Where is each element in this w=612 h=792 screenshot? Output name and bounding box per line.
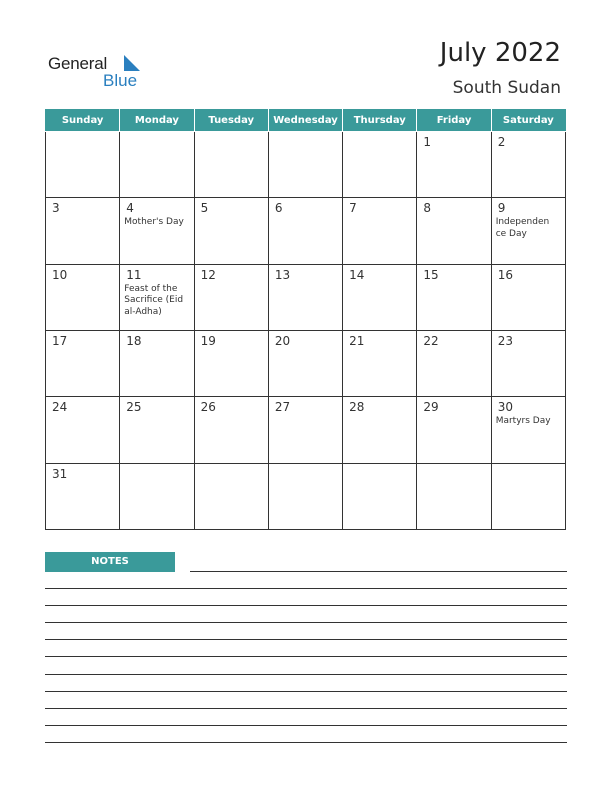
calendar-day-cell bbox=[343, 330, 417, 396]
holiday-label: Martyrs Day bbox=[495, 416, 551, 427]
calendar-day-cell bbox=[194, 198, 268, 264]
notes-line bbox=[45, 691, 567, 692]
calendar-day-cell bbox=[46, 132, 120, 198]
day-number: 19 bbox=[200, 333, 216, 348]
calendar-day-cell bbox=[46, 330, 120, 396]
holiday-label: Independen ce Day bbox=[495, 217, 550, 239]
calendar-week-row bbox=[46, 463, 566, 529]
logo-text-general: General bbox=[48, 54, 108, 73]
calendar-day-cell bbox=[194, 463, 268, 529]
calendar-day-cell bbox=[268, 330, 342, 396]
calendar-day-cell bbox=[120, 463, 194, 529]
day-number: 10 bbox=[52, 267, 68, 282]
day-number: 23 bbox=[497, 333, 513, 348]
calendar-day-cell bbox=[491, 463, 565, 529]
day-number: 26 bbox=[200, 400, 216, 415]
weekday-header-saturday: Saturday bbox=[491, 109, 565, 132]
day-number: 22 bbox=[423, 333, 439, 348]
calendar-day-cell bbox=[46, 264, 120, 330]
calendar-day-cell bbox=[491, 397, 565, 463]
calendar-day-cell bbox=[120, 330, 194, 396]
holiday-label: Mother's Day bbox=[124, 217, 184, 228]
calendar-day-cell bbox=[491, 264, 565, 330]
day-number: 14 bbox=[349, 267, 365, 282]
day-number: 9 bbox=[497, 201, 506, 216]
weekday-header-sunday: Sunday bbox=[46, 109, 120, 132]
calendar-day-cell bbox=[46, 463, 120, 529]
day-number: 2 bbox=[497, 135, 506, 149]
day-number: 17 bbox=[52, 333, 68, 348]
holiday-label: Feast of the Sacrifice (Eid al-Adha) bbox=[124, 283, 184, 317]
day-number: 28 bbox=[349, 400, 365, 415]
day-number: 13 bbox=[274, 267, 291, 282]
calendar-day-cell bbox=[343, 132, 417, 198]
day-number: 6 bbox=[274, 201, 283, 216]
calendar-day-cell bbox=[417, 132, 491, 198]
day-number bbox=[269, 464, 342, 467]
day-number bbox=[195, 132, 268, 135]
calendar-day-cell bbox=[120, 264, 194, 330]
calendar-day-cell bbox=[120, 397, 194, 463]
day-number: 16 bbox=[497, 267, 513, 282]
calendar-day-cell bbox=[491, 330, 565, 396]
calendar-day-cell bbox=[343, 198, 417, 264]
calendar-day-cell bbox=[491, 198, 565, 264]
day-number: 1 bbox=[423, 135, 432, 149]
day-number: 27 bbox=[274, 400, 291, 415]
day-number: 15 bbox=[423, 267, 439, 282]
day-number: 11 bbox=[126, 267, 142, 282]
calendar-week-row bbox=[46, 198, 566, 264]
calendar-day-cell bbox=[268, 397, 342, 463]
day-number bbox=[343, 464, 416, 467]
day-number: 3 bbox=[52, 201, 60, 216]
calendar-day-cell bbox=[120, 132, 194, 198]
notes-line bbox=[190, 571, 567, 572]
day-number: 5 bbox=[200, 201, 209, 216]
day-number: 29 bbox=[423, 400, 439, 415]
calendar-day-cell bbox=[268, 198, 342, 264]
calendar-day-cell bbox=[194, 132, 268, 198]
day-number: 24 bbox=[52, 400, 68, 415]
weekday-header-tuesday: Tuesday bbox=[194, 109, 268, 132]
weekday-header-friday: Friday bbox=[417, 109, 491, 132]
notes-label: NOTES bbox=[45, 552, 175, 572]
logo bbox=[48, 52, 148, 92]
notes-line bbox=[45, 725, 567, 726]
weekday-header-row bbox=[46, 109, 566, 132]
day-number bbox=[417, 464, 490, 467]
day-number: 18 bbox=[126, 333, 142, 348]
day-number: 25 bbox=[126, 400, 142, 415]
country-subtitle: South Sudan bbox=[452, 78, 561, 98]
calendar-day-cell bbox=[343, 397, 417, 463]
day-number: 12 bbox=[200, 267, 216, 282]
day-number bbox=[195, 464, 268, 467]
day-number bbox=[120, 464, 193, 467]
day-number bbox=[46, 132, 119, 135]
calendar-day-cell bbox=[417, 330, 491, 396]
calendar-day-cell bbox=[417, 463, 491, 529]
notes-line bbox=[45, 674, 567, 675]
calendar-day-cell bbox=[194, 397, 268, 463]
calendar-day-cell bbox=[120, 198, 194, 264]
calendar-day-cell bbox=[417, 264, 491, 330]
calendar-day-cell bbox=[268, 463, 342, 529]
notes-line bbox=[45, 639, 567, 640]
calendar-day-cell bbox=[268, 132, 342, 198]
weekday-header-monday: Monday bbox=[120, 109, 194, 132]
calendar-day-cell bbox=[343, 264, 417, 330]
day-number: 7 bbox=[349, 201, 357, 216]
weekday-header-thursday: Thursday bbox=[343, 109, 417, 132]
logo-triangle-icon bbox=[118, 54, 142, 72]
day-number: 8 bbox=[423, 201, 432, 216]
day-number bbox=[343, 132, 416, 135]
notes-line bbox=[45, 622, 567, 623]
calendar-week-row bbox=[46, 330, 566, 396]
day-number: 4 bbox=[126, 201, 134, 216]
notes-line bbox=[45, 605, 567, 606]
notes-line bbox=[45, 708, 567, 709]
calendar-day-cell bbox=[194, 264, 268, 330]
calendar-week-row bbox=[46, 132, 566, 198]
calendar-day-cell bbox=[343, 463, 417, 529]
calendar-day-cell bbox=[417, 397, 491, 463]
day-number: 30 bbox=[497, 400, 513, 415]
day-number: 31 bbox=[52, 466, 68, 481]
calendar-week-row bbox=[46, 397, 566, 463]
calendar-day-cell bbox=[491, 132, 565, 198]
calendar-grid bbox=[45, 109, 566, 530]
logo-text-blue: Blue bbox=[103, 71, 138, 90]
page-title: July 2022 bbox=[439, 38, 561, 68]
day-number: 20 bbox=[274, 333, 291, 348]
day-number bbox=[120, 132, 193, 135]
calendar-day-cell bbox=[268, 264, 342, 330]
day-number bbox=[269, 132, 342, 135]
notes-line bbox=[45, 656, 567, 657]
calendar-day-cell bbox=[194, 330, 268, 396]
calendar-week-row bbox=[46, 264, 566, 330]
calendar-day-cell bbox=[417, 198, 491, 264]
notes-line bbox=[45, 588, 567, 589]
weekday-header-wednesday: Wednesday bbox=[268, 109, 342, 132]
calendar-day-cell bbox=[46, 397, 120, 463]
calendar-day-cell bbox=[46, 198, 120, 264]
day-number bbox=[492, 464, 565, 467]
notes-line bbox=[45, 742, 567, 743]
day-number: 21 bbox=[349, 333, 365, 348]
